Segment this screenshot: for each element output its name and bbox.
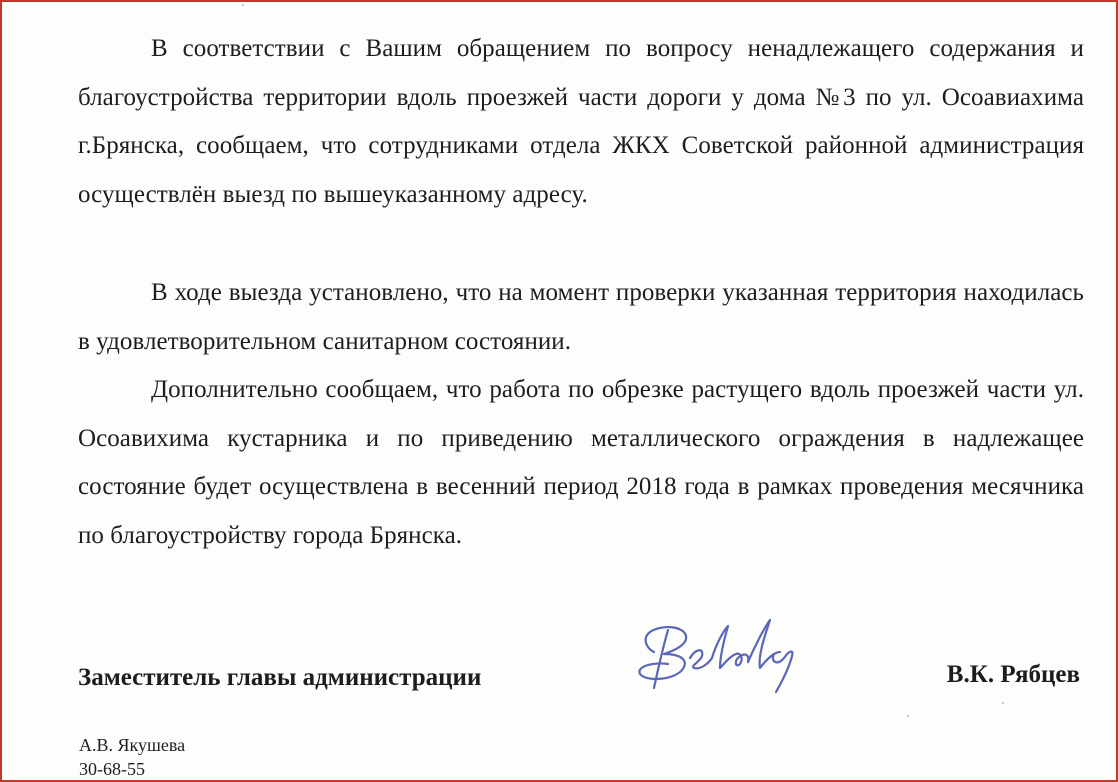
signatory-position: Заместитель главы администрации bbox=[78, 664, 482, 691]
letter-paragraph-3: Дополнительно сообщаем, что работа по обрезке растущего вдоль проезжей части ул. Осоавихима кустарника и по приведению металлического ограждения в надлежащее состояние будет осуществлена в весенний период 2018 года в рамках проведения месячника по благоустройству города Брянска. bbox=[78, 376, 1084, 549]
signatory-name: В.К. Рябцев bbox=[946, 661, 1080, 688]
scan-speck bbox=[242, 4, 244, 6]
scan-speck bbox=[907, 715, 909, 717]
executor-phone: 30-68-55 bbox=[79, 759, 145, 779]
executor-name: А.В. Якушева bbox=[79, 735, 186, 755]
scan-speck bbox=[1002, 702, 1004, 704]
letter-paragraph-1: В соответствии с Вашим обращением по вопросу ненадлежащего содержания и благоустройства территории вдоль проезжей части дороги у дома №3 по ул. Осоавиахима г.Брянска, сообщаем, что сотрудниками отдела ЖКХ Советской районной администрация осуществлён выезд по вышеуказанному адресу. bbox=[78, 35, 1084, 208]
handwritten-signature bbox=[624, 608, 814, 698]
executor-info bbox=[79, 733, 185, 781]
letter-paragraph-2: В ходе выезда установлено, что на момент проверки указанная территория находилась в удовлетворительном санитарном состоянии. bbox=[78, 279, 1084, 355]
